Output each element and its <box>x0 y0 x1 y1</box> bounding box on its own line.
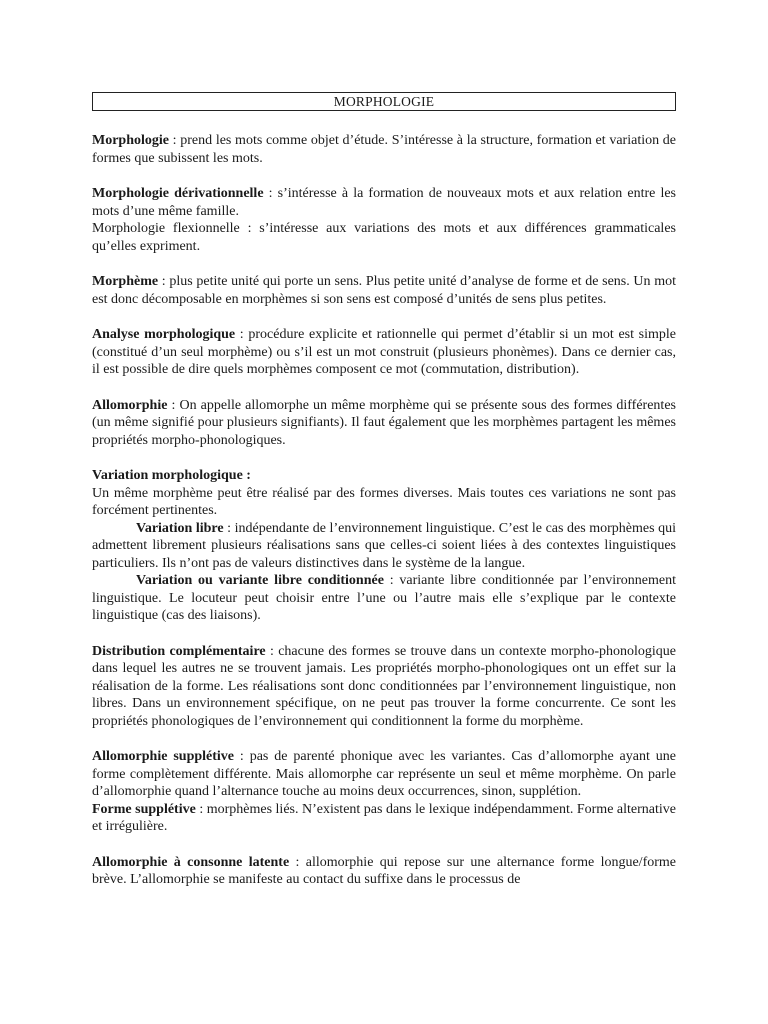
section-heading-variation <box>92 467 676 485</box>
term: Morphologie <box>92 133 169 148</box>
term: Allomorphie <box>92 397 168 413</box>
definition-forme-suppletive <box>92 801 676 836</box>
term: Analyse morphologique <box>92 327 236 342</box>
variation-intro <box>92 485 676 520</box>
definition-text: : chacune des formes se trouve dans un contexte morpho-phonologique dans lequel les autres ne se trouvent jamais. Les propriétés morpho-phonologiques ont un effet sur la réalisation de la forme. Les réalisations sont donc conditionnées par l’environnement linguistique, non libres. Dans un environnement spécifique, on ne peut pas trouver la forme concurrente. Ce sont les propriétés phonologiques de l’environnement qui conditionnent la forme du morphème. <box>92 643 676 729</box>
term: Morphème <box>92 274 159 289</box>
term: Variation libre <box>136 520 224 536</box>
definition-text: : morphèmes liés. N’existent pas dans le lexique indépendamment. Forme alternative et irrégulière. <box>92 801 676 834</box>
definition-text: Morphologie flexionnelle : s’intéresse aux variations des mots et aux différences grammaticales qu’elles expriment. <box>92 221 676 254</box>
term: Allomorphie à consonne latente <box>92 854 290 870</box>
definition-text: : pas de parenté phonique avec les variantes. Cas d’allomorphe ayant une forme complètement différente. Mais allomorphe car représente un seul et même morphème. On parle d’allomorphie quand l’alternance touche au moins deux occurrences, sinon, supplétion. <box>92 749 676 799</box>
definition-text: : variante libre conditionnée par l’environnement linguistique. Le locuteur peut choisir entre l’une ou l’autre mais elle s’explique par le contexte linguistique (cas des liaisons). <box>92 573 676 623</box>
definition-allomorphie-consonne-latente <box>92 854 676 889</box>
term: Allomorphie supplétive <box>92 749 235 764</box>
definition-text: : s’intéresse à la formation de nouveaux mots et aux relation entre les mots d’une même famille. <box>92 186 676 219</box>
definition-text: : On appelle allomorphe un même morphème qui se présente sous des formes différentes (un même signifié pour plusieurs signifiants). Il faut également que les morphèmes partagent les mêmes propriétés morpho-phonologiques. <box>92 397 676 448</box>
definition-morphologie-flexionnelle <box>92 220 676 255</box>
term: Morphologie dérivationnelle <box>92 186 264 201</box>
definition-text: : prend les mots comme objet d’étude. S’intéresse à la structure, formation et variation de formes que subissent les mots. <box>92 133 676 166</box>
definition-morphologie <box>92 132 676 167</box>
definition-variante-libre-conditionnee <box>92 572 676 625</box>
definition-text: Un même morphème peut être réalisé par des formes diverses. Mais toutes ces variations ne sont pas forcément pertinentes. <box>92 485 676 518</box>
document-body <box>92 132 676 889</box>
definition-text: : allomorphie qui repose sur une alternance forme longue/forme brève. L’allomorphie se manifeste au contact du suffixe dans le processus de <box>92 854 676 887</box>
definition-morpheme <box>92 273 676 308</box>
definition-text: : procédure explicite et rationnelle qui permet d’établir si un mot est simple (constitué d’un seul morphème) ou s’il est un mot construit (plusieurs phonèmes). Dans ce dernier cas, il est possible de dire quels morphèmes composent ce mot (commutation, distribution). <box>92 327 677 377</box>
term: Variation ou variante libre conditionnée <box>136 573 384 588</box>
definition-analyse-morphologique <box>92 326 676 379</box>
definition-text: : plus petite unité qui porte un sens. Plus petite unité d’analyse de forme et de sens. Un mot est donc décomposable en morphèmes si son sens est composé d’unités de sens plus petites. <box>92 274 676 307</box>
definition-allomorphie-suppletive <box>92 748 676 801</box>
definition-text: : indépendante de l’environnement linguistique. C’est le cas des morphèmes qui admettent librement plusieurs réalisations sans que celles-ci soient liées à des contextes linguistiques particuliers. Ils n’ont pas de valeurs distinctives dans le système de la langue. <box>92 520 676 571</box>
page-title: MORPHOLOGIE <box>92 92 676 111</box>
definition-variation-libre <box>92 520 676 573</box>
definition-morphologie-derivationnelle <box>92 185 676 220</box>
term: Distribution complémentaire <box>92 643 266 659</box>
definition-allomorphie <box>92 397 676 450</box>
definition-distribution-complementaire <box>92 643 676 731</box>
term: Forme supplétive <box>92 801 196 817</box>
term: Variation morphologique : <box>92 468 251 483</box>
